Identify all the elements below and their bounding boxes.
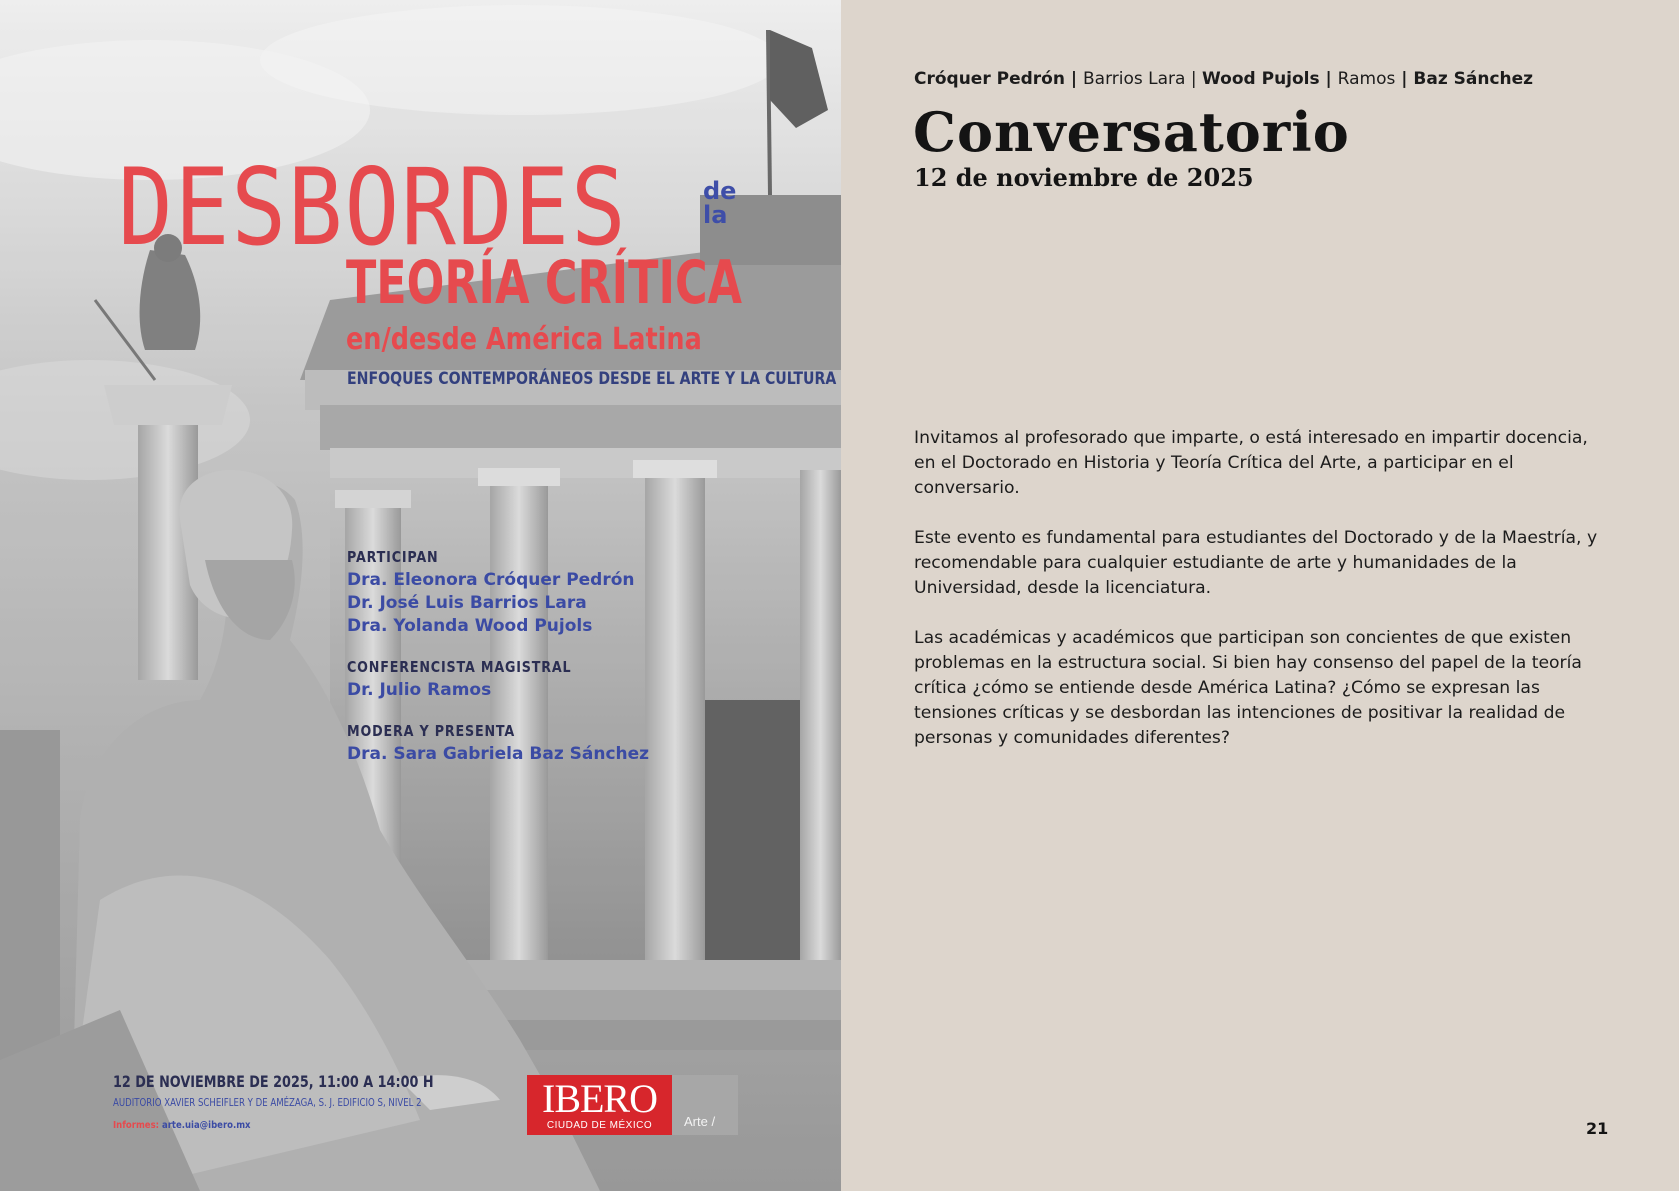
body-paragraph: Este evento es fundamental para estudiantes del Doctorado y de la Maestría, y recomendable para cualquier estudiante de arte y humanidades de la Universidad, desde la licenciatura. — [914, 528, 1598, 598]
participant-name: Dra. Eleonora Cróquer Pedrón — [347, 570, 635, 590]
author-name: Baz Sánchez — [1413, 69, 1534, 89]
body-paragraph: Invitamos al profesorado que imparte, o está interesado en impartir docencia, en el Doctorado en Historia y Teoría Crítica del Arte, a participar en el conversario. — [914, 428, 1588, 498]
ibero-logo — [527, 1075, 672, 1135]
ibero-logo-name: IBERO — [542, 1076, 657, 1121]
author-name: Barrios Lara — [1083, 69, 1186, 89]
poster-title-desbordes: DESBORDES — [118, 146, 628, 269]
modera-label: MODERA Y PRESENTA — [347, 722, 516, 740]
poster-event-date: 12 DE NOVIEMBRE DE 2025, 11:00 A 14:00 H — [113, 1072, 434, 1091]
page-title: Conversatorio — [913, 100, 1350, 164]
poster-title-la: la — [703, 201, 728, 229]
participant-name: Dra. Yolanda Wood Pujols — [347, 616, 593, 636]
poster-title-region: en/desde América Latina — [346, 322, 702, 357]
poster-title-teoria-critica: TEORÍA CRÍTICA — [346, 248, 742, 318]
arte-logo-label: Arte / — [684, 1114, 716, 1129]
poster-contact-info — [113, 1120, 251, 1131]
poster-event-venue: AUDITORIO XAVIER SCHEIFLER Y DE AMÉZAGA, S. J. EDIFICIO S, NIVEL 2 — [113, 1096, 422, 1109]
author-name: Cróquer Pedrón — [914, 69, 1065, 89]
body-paragraph: Las académicas y académicos que participan son concientes de que existen problemas en la estructura social. Si bien hay consenso del papel de la teoría crítica ¿cómo se entiende desde América Latina? ¿Cómo se expresan las tensiones críticas y se desbordan las intenciones de positivar la realidad de personas y comunidades diferentes? — [914, 628, 1582, 748]
author-name: Wood Pujols — [1202, 69, 1320, 89]
separator: | — [1319, 69, 1338, 89]
conferencista-label: CONFERENCISTA MAGISTRAL — [347, 658, 572, 676]
ibero-logo-subtitle: CIUDAD DE MÉXICO — [546, 1120, 653, 1131]
separator: | — [1185, 69, 1203, 89]
contact-email: arte.uia@ibero.mx — [161, 1120, 251, 1131]
conferencista-name: Dr. Julio Ramos — [347, 680, 492, 700]
modera-name: Dra. Sara Gabriela Baz Sánchez — [347, 744, 650, 764]
separator: | — [1395, 69, 1414, 89]
author-name: Ramos — [1337, 69, 1396, 89]
authors-line — [914, 69, 1533, 89]
arte-logo — [672, 1075, 738, 1135]
separator: | — [1064, 69, 1084, 89]
participan-label: PARTICIPAN — [347, 548, 439, 566]
participant-name: Dr. José Luis Barrios Lara — [347, 593, 587, 613]
poster-subtitle: ENFOQUES CONTEMPORÁNEOS DESDE EL ARTE Y LA CULTURA — [347, 369, 837, 389]
text-page — [841, 0, 1679, 1191]
poster-title-de: de — [703, 177, 737, 205]
event-date: 12 de noviembre de 2025 — [914, 163, 1254, 192]
page-number: 21 — [1586, 1119, 1609, 1138]
contact-label: Informes: — [113, 1120, 160, 1131]
